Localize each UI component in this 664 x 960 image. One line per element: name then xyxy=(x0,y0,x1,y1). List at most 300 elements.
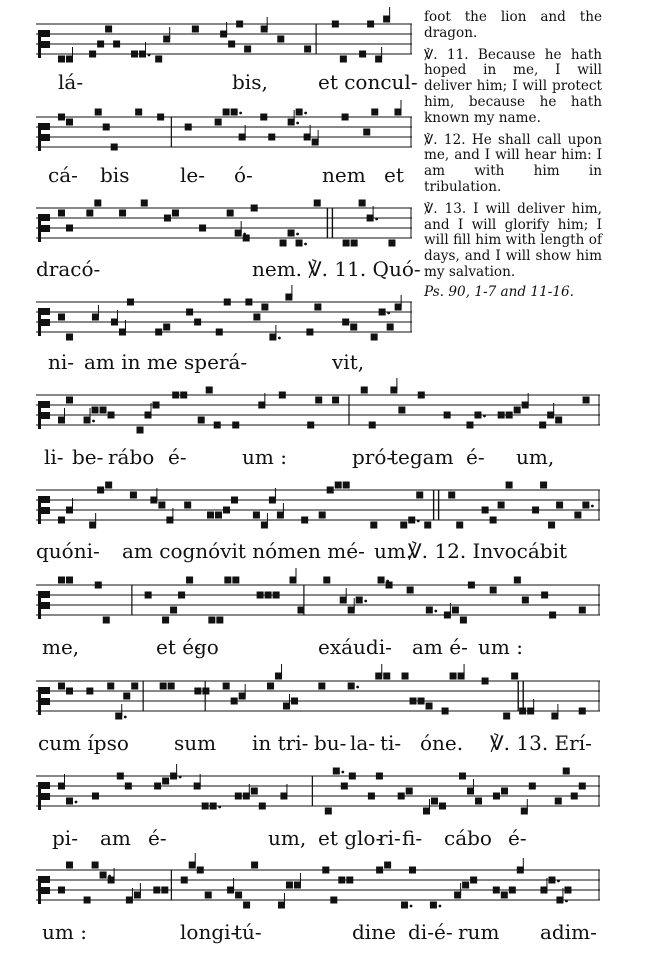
neume-note xyxy=(228,41,235,48)
neume-note xyxy=(541,592,548,599)
neume-note xyxy=(363,129,370,136)
syllable: le- xyxy=(180,163,205,187)
syllable: go xyxy=(194,635,219,659)
neume-note xyxy=(527,708,534,715)
neume-note xyxy=(304,46,311,53)
neume-note xyxy=(418,698,425,705)
neume-note xyxy=(58,314,65,321)
neume-dot xyxy=(124,716,127,719)
syllable: me, xyxy=(42,635,80,659)
neume-note xyxy=(231,698,238,705)
syllable: et xyxy=(384,163,404,187)
neume-note xyxy=(66,225,73,232)
neume-note xyxy=(94,200,101,207)
neume-note xyxy=(210,803,217,810)
neume-note xyxy=(401,902,408,909)
neume-note xyxy=(348,683,355,690)
syllable: tegam xyxy=(390,445,454,469)
neume-note xyxy=(406,788,413,795)
neume-note xyxy=(86,688,93,695)
neume-note xyxy=(294,882,301,889)
neume-note xyxy=(332,21,339,28)
neume-note xyxy=(398,793,405,800)
neume-note xyxy=(448,492,455,499)
music-staff-5 xyxy=(36,385,600,445)
neume-note xyxy=(318,683,325,690)
syllable: é- xyxy=(434,920,453,944)
neume-note xyxy=(153,887,160,894)
neume-note xyxy=(58,783,65,790)
neume-note xyxy=(117,773,124,780)
neume-note xyxy=(490,517,497,524)
neume-note xyxy=(418,392,425,399)
neume-note xyxy=(450,673,457,680)
neume-note xyxy=(323,577,330,584)
neume-note xyxy=(297,607,304,614)
neume-note xyxy=(163,36,170,43)
neume-note xyxy=(408,517,415,524)
neume-note xyxy=(387,324,394,331)
neume-note xyxy=(280,240,287,247)
neume-note xyxy=(181,877,188,884)
neume-note xyxy=(92,314,99,321)
neume-note xyxy=(185,124,192,131)
syllable: tú- xyxy=(234,920,262,944)
neume-note xyxy=(426,607,433,614)
neume-note xyxy=(126,897,133,904)
syllable: ti- xyxy=(380,731,402,755)
neume-dot xyxy=(278,337,281,340)
syllable: cábo xyxy=(444,826,492,850)
neume-note xyxy=(155,56,162,63)
neume-note xyxy=(555,798,562,805)
neume-note xyxy=(258,402,265,409)
neume-note xyxy=(186,577,193,584)
neume-dot xyxy=(341,771,344,774)
neume-note xyxy=(498,412,505,419)
neume-note xyxy=(367,215,374,222)
neume-note xyxy=(163,324,170,331)
neume-note xyxy=(474,412,481,419)
neume-dot xyxy=(356,686,359,689)
neume-note xyxy=(315,397,322,404)
neume-note xyxy=(184,502,191,509)
neume-note xyxy=(501,788,508,795)
neume-note xyxy=(253,512,260,519)
neume-dot xyxy=(304,112,307,115)
neume-note xyxy=(141,200,148,207)
neume-note xyxy=(178,592,185,599)
syllable: um : xyxy=(42,920,87,944)
neume-note xyxy=(522,402,529,409)
neume-note xyxy=(95,109,102,116)
neume-note xyxy=(154,783,161,790)
psalm-reference: Ps. 90, 1-7 and 11-16. xyxy=(424,283,574,300)
neume-note xyxy=(236,21,243,28)
neume-note xyxy=(145,592,152,599)
syllable: in tri- xyxy=(252,731,309,755)
music-staff-9 xyxy=(36,766,600,826)
neume-note xyxy=(197,867,204,874)
syllable: bis, xyxy=(232,70,268,94)
music-staff-3 xyxy=(36,198,412,258)
neume-note xyxy=(216,617,223,624)
syllable: am cognóvit nómen mé- xyxy=(122,539,365,563)
neume-note xyxy=(322,867,329,874)
neume-dot xyxy=(218,806,221,809)
staff-svg xyxy=(36,766,600,826)
neume-note xyxy=(539,422,546,429)
syllable: ℣. 11. Quó- xyxy=(308,257,421,281)
staff-svg xyxy=(36,575,600,635)
translation-column xyxy=(424,10,602,301)
neume-note xyxy=(407,587,414,594)
neume-note xyxy=(100,407,107,414)
syllable: um : xyxy=(478,635,523,659)
neume-note xyxy=(251,205,258,212)
syllable: ℣. 13. Erí- xyxy=(490,731,592,755)
neume-note xyxy=(189,862,196,869)
neume-note xyxy=(442,708,449,715)
neume-dot xyxy=(387,312,390,315)
neume-note xyxy=(490,587,497,594)
neume-note xyxy=(370,522,377,529)
neume-note xyxy=(235,230,242,237)
neume-note xyxy=(186,309,193,316)
syllable: am xyxy=(100,826,131,850)
neume-note xyxy=(194,783,201,790)
neume-note xyxy=(304,134,311,141)
syllable: é- xyxy=(168,445,187,469)
neume-note xyxy=(111,144,118,151)
neume-note xyxy=(220,31,227,38)
syllable: vit, xyxy=(332,350,365,374)
neume-note xyxy=(244,46,251,53)
neume-note xyxy=(301,517,308,524)
neume-note xyxy=(430,902,437,909)
neume-dot xyxy=(179,776,182,779)
translation-paragraph: ℣. 13. I will deliver him, and I will glorify him; I will fill him with length of days, and I will show him my salvation. xyxy=(424,200,602,280)
neume-note xyxy=(548,877,555,884)
neume-note xyxy=(416,492,423,499)
neume-note xyxy=(375,56,382,63)
neume-note xyxy=(58,210,65,217)
neume-note xyxy=(540,887,547,894)
staff-svg xyxy=(36,107,412,167)
syllable: dine xyxy=(352,920,396,944)
neume-note xyxy=(277,36,284,43)
neume-dot xyxy=(364,600,367,603)
neume-note xyxy=(232,577,239,584)
neume-note xyxy=(548,522,555,529)
syllable: ni- xyxy=(48,350,75,374)
neume-note xyxy=(547,412,554,419)
neume-note xyxy=(172,392,179,399)
neume-note xyxy=(66,862,73,869)
neume-note xyxy=(202,688,209,695)
neume-note xyxy=(514,577,521,584)
neume-note xyxy=(555,417,562,424)
neume-note xyxy=(280,793,287,800)
neume-note xyxy=(306,329,313,336)
staff-svg xyxy=(36,671,600,731)
syllable: um, xyxy=(268,826,307,850)
neume-note xyxy=(267,683,274,690)
neume-note xyxy=(223,109,230,116)
neume-note xyxy=(107,683,114,690)
neume-note xyxy=(161,887,168,894)
neume-note xyxy=(269,497,276,504)
neume-note xyxy=(172,210,179,217)
syllable: et é- xyxy=(156,635,201,659)
neume-note xyxy=(245,299,252,306)
neume-note xyxy=(325,808,332,815)
syllable: sum xyxy=(174,731,217,755)
neume-note xyxy=(103,124,110,131)
neume-note xyxy=(157,114,164,121)
neume-note xyxy=(139,51,146,58)
neume-note xyxy=(288,230,295,237)
neume-note xyxy=(285,294,292,301)
syllable: cum ípso xyxy=(38,731,129,755)
neume-note xyxy=(583,397,590,404)
syllable: bu- xyxy=(314,731,347,755)
neume-dot xyxy=(75,801,78,804)
neume-note xyxy=(243,902,250,909)
neume-note xyxy=(125,783,132,790)
neume-note xyxy=(58,417,65,424)
neume-note xyxy=(343,240,350,247)
neume-note xyxy=(162,778,169,785)
staff-svg xyxy=(36,480,600,540)
neume-note xyxy=(475,798,482,805)
syllable: et concul- xyxy=(318,70,418,94)
syllable: quóni- xyxy=(36,539,100,563)
neume-note xyxy=(521,808,528,815)
neume-note xyxy=(375,673,382,680)
syllable: é- xyxy=(508,826,527,850)
neume-note xyxy=(296,240,303,247)
neume-note xyxy=(145,412,152,419)
neume-note xyxy=(383,16,390,23)
neume-note xyxy=(346,877,353,884)
neume-note xyxy=(243,235,250,242)
neume-note xyxy=(342,114,349,121)
neume-note xyxy=(115,713,122,720)
neume-note xyxy=(168,683,175,690)
neume-note xyxy=(371,109,378,116)
syllable: exáudi- xyxy=(318,635,392,659)
neume-note xyxy=(131,51,138,58)
neume-note xyxy=(224,577,231,584)
neume-note xyxy=(551,713,558,720)
staff-svg xyxy=(36,860,600,920)
neume-note xyxy=(466,422,473,429)
syllable: be- xyxy=(72,445,104,469)
music-staff-7 xyxy=(36,575,600,635)
neume-note xyxy=(278,902,285,909)
neume-note xyxy=(260,114,267,121)
neume-note xyxy=(127,299,134,306)
neume-note xyxy=(261,26,268,33)
neume-note xyxy=(66,798,73,805)
neume-note xyxy=(529,783,536,790)
syllable: am in me sperá- xyxy=(84,350,248,374)
neume-note xyxy=(386,582,393,589)
syllable: bis xyxy=(100,163,130,187)
neume-note xyxy=(439,803,446,810)
neume-note xyxy=(231,109,238,116)
neume-note xyxy=(239,134,246,141)
neume-note xyxy=(170,773,177,780)
neume-note xyxy=(458,673,465,680)
neume-note xyxy=(162,617,169,624)
neume-note xyxy=(113,41,120,48)
neume-note xyxy=(123,693,130,700)
neume-note xyxy=(205,892,212,899)
neume-note xyxy=(261,522,268,529)
neume-note xyxy=(66,577,73,584)
neume-note xyxy=(223,507,230,514)
neume-note xyxy=(314,304,321,311)
neume-note xyxy=(556,502,563,509)
neume-note xyxy=(333,768,340,775)
neume-note xyxy=(58,114,65,121)
neume-note xyxy=(509,887,516,894)
syllable: lá- xyxy=(58,70,84,94)
neume-note xyxy=(468,582,475,589)
neume-note xyxy=(160,683,167,690)
staff-svg xyxy=(36,292,412,352)
neume-note xyxy=(269,334,276,341)
neume-dot xyxy=(434,610,437,613)
syllable: ri- xyxy=(378,826,401,850)
neume-note xyxy=(235,892,242,899)
neume-note xyxy=(166,517,173,524)
neume-note xyxy=(351,240,358,247)
neume-dot xyxy=(417,520,420,523)
music-staff-6 xyxy=(36,480,600,540)
neume-note xyxy=(58,577,65,584)
neume-note xyxy=(367,21,374,28)
neume-note xyxy=(369,422,376,429)
neume-note xyxy=(359,200,366,207)
neume-note xyxy=(268,134,275,141)
syllable: di- xyxy=(408,920,434,944)
neume-note xyxy=(265,592,272,599)
neume-note xyxy=(215,512,222,519)
neume-note xyxy=(288,119,295,126)
neume-note xyxy=(108,412,115,419)
neume-note xyxy=(89,522,96,529)
neume-note xyxy=(579,708,586,715)
neume-note xyxy=(332,397,339,404)
neume-note xyxy=(194,319,201,326)
neume-note xyxy=(398,407,405,414)
neume-dot xyxy=(565,900,568,903)
syllable: um : xyxy=(242,445,287,469)
music-staff-1 xyxy=(36,14,412,74)
neume-note xyxy=(105,26,112,33)
syllable: adim- xyxy=(540,920,597,944)
syllable: longi- xyxy=(180,920,238,944)
neume-note xyxy=(384,862,391,869)
neume-note xyxy=(410,698,417,705)
neume-note xyxy=(89,51,96,58)
staff-svg xyxy=(36,198,412,258)
neume-note xyxy=(368,793,375,800)
syllable: um, xyxy=(516,445,555,469)
neume-note xyxy=(92,793,99,800)
neume-note xyxy=(208,617,215,624)
neume-note xyxy=(338,877,345,884)
translation-paragraph: ℣. 12. He shall call upon me, and I will hear him: I am with him in tribulation. xyxy=(424,131,602,195)
music-staff-8 xyxy=(36,671,600,731)
neume-note xyxy=(214,422,221,429)
neume-note xyxy=(97,487,104,494)
neume-note xyxy=(340,597,347,604)
neume-note xyxy=(426,703,433,710)
neume-note xyxy=(470,877,477,884)
neume-note xyxy=(291,698,298,705)
neume-note xyxy=(58,887,65,894)
translation-paragraph: foot the lion and the dragon. xyxy=(424,9,602,41)
neume-note xyxy=(454,892,461,899)
syllable: óne. xyxy=(420,731,464,755)
neume-note xyxy=(153,402,160,409)
syllable: pró- xyxy=(352,445,394,469)
neume-note xyxy=(423,808,430,815)
neume-note xyxy=(111,319,118,326)
music-staff-2 xyxy=(36,107,412,167)
neume-note xyxy=(273,592,280,599)
neume-dot xyxy=(239,112,242,115)
neume-note xyxy=(202,803,209,810)
neume-note xyxy=(66,119,73,126)
neume-note xyxy=(155,329,162,336)
neume-note xyxy=(378,577,385,584)
syllable: nem xyxy=(322,163,366,187)
translation-paragraph: ℣. 11. Because he hath hoped in me, I will deliver him; I will protect him, because he hath known my name. xyxy=(424,46,602,126)
neume-note xyxy=(424,522,431,529)
neume-note xyxy=(409,867,416,874)
neume-note xyxy=(224,299,231,306)
neume-note xyxy=(444,612,451,619)
neume-note xyxy=(66,688,73,695)
neume-note xyxy=(556,897,563,904)
syllable: rum xyxy=(458,920,500,944)
neume-note xyxy=(215,119,222,126)
neume-note xyxy=(92,407,99,414)
neume-note xyxy=(58,56,65,63)
neume-note xyxy=(482,678,489,685)
syllable: et glo- xyxy=(318,826,383,850)
neume-note xyxy=(251,788,258,795)
neume-note xyxy=(231,497,238,504)
neume-note xyxy=(194,688,201,695)
neume-note xyxy=(108,877,115,884)
neume-note xyxy=(312,139,319,146)
neume-note xyxy=(119,210,126,217)
neume-note xyxy=(506,482,513,489)
neume-note xyxy=(192,26,199,33)
neume-note xyxy=(253,314,260,321)
syllable: é- xyxy=(466,445,485,469)
neume-note xyxy=(383,673,390,680)
neume-note xyxy=(456,522,463,529)
neume-note xyxy=(582,502,589,509)
neume-note xyxy=(571,793,578,800)
